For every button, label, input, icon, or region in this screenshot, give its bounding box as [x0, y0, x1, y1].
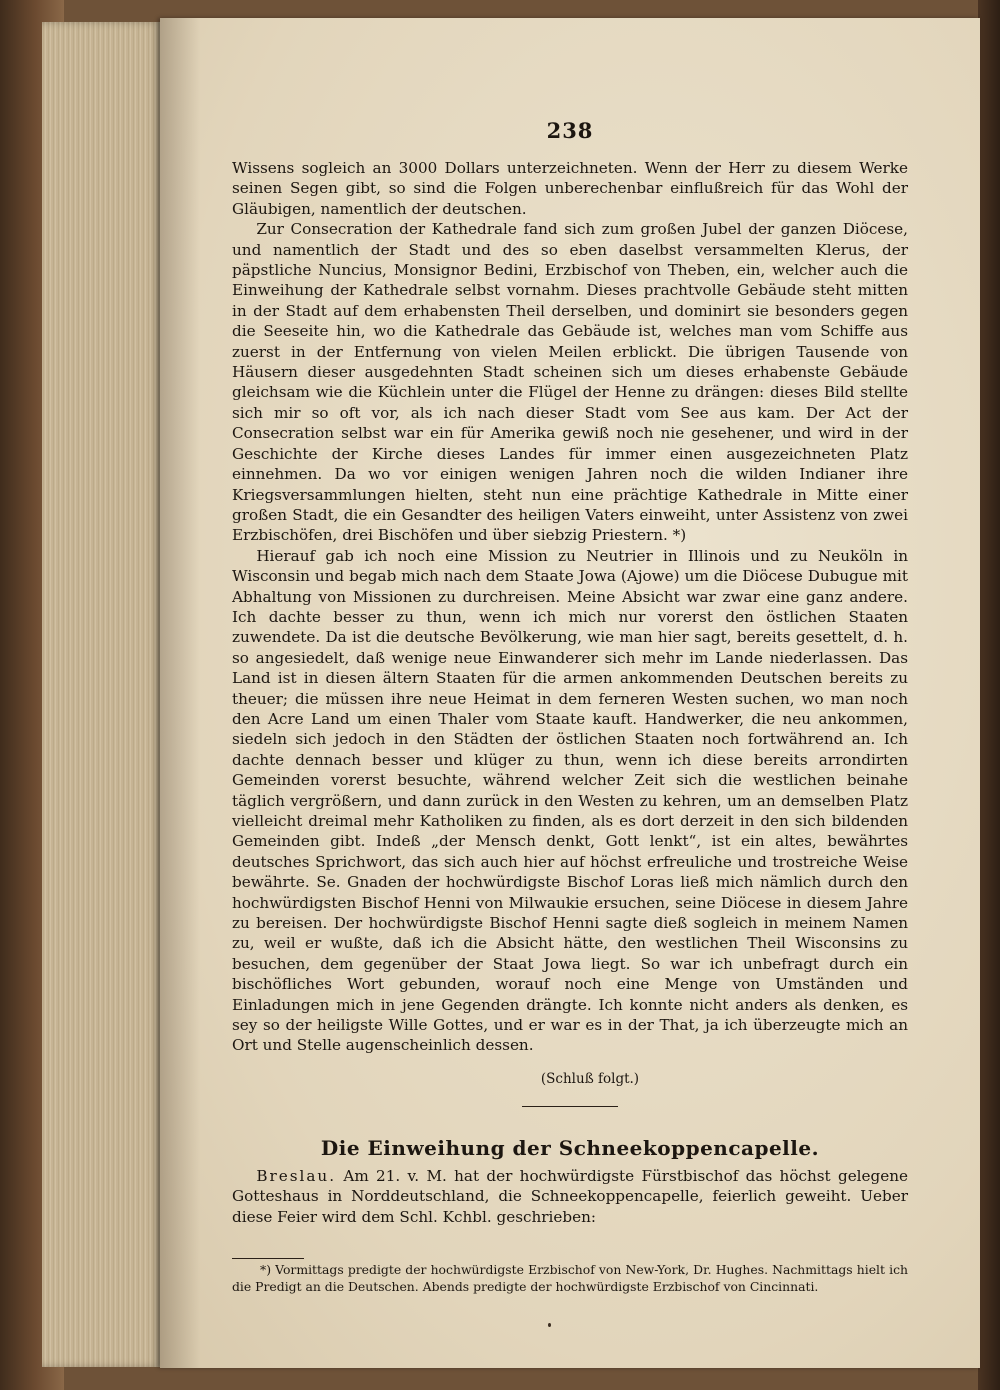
paragraph: Wissens sogleich an 3000 Dollars unterzeichneten. Wenn der Herr zu diesem Werke seinen Segen gibt, so sind die Folgen unberechenbar einflußreich für das Wohl der Gläubigen, namentlich der deutschen. [232, 159, 908, 218]
footnote-text: Vormittags predigte der hochwürdigste Erzbischof von New-York, Dr. Hughes. Nachmittags hielt ich die Predigt an die Deutschen. Abends predigte der hochwürdigste Erzbischof von Cincinnati. [232, 1262, 908, 1294]
ink-speck [548, 1323, 551, 1327]
continued-note: (Schluß folgt.) [540, 1071, 640, 1087]
footnote [232, 1261, 908, 1295]
paragraph: Zur Consecration der Kathedrale fand sich zum großen Jubel der ganzen Diöcese, und namentlich der Stadt und des so eben daselbst versammelten Klerus, der päpstliche Nuncius, Monsignor Bedini, Erzbischof von Theben, ein, welcher auch die Einweihung der Kathedrale selbst vornahm. Dieses prachtvolle Gebäude steht mitten in der Stadt auf dem erhabensten Theil derselben, und dominirt sie besonders gegen die Seeseite hin, wo die Kathedrale das Gebäude ist, welches man vom Schiffe aus zuerst in der Entfernung von vielen Meilen erblickt. Die übrigen Tausende von Häusern dieser ausgedehnten Stadt scheinen sich um dieses erhabenste Gebäude gleichsam wie die Küchlein unter die Flügel der Henne zu drängen: dieses Bild stellte sich mir so oft vor, als ich nach dieser Stadt vom See aus kam. Der Act der Consecration selbst war ein für Amerika gewiß noch nie gesehener, und wird in der Geschichte der Kirche dieses Landes für immer einen ausgezeichneten Platz einnehmen. Da wo vor einigen wenigen Jahren noch die wilden Indianer ihre Kriegsversammlungen hielten, steht nun eine prächtige Kathedrale in Mitte einer großen Stadt, die ein Gesandter des heiligen Vaters einweiht, unter Assistenz von zwei Erzbischöfen, drei Bischöfen und über siebzig Priestern. *) [232, 220, 908, 545]
section-body: Am 21. v. M. hat der hochwürdigste Fürstbischof das höchst gelegene Gotteshaus in Norddeutschland, die Schneekoppencapelle, feierlich geweiht. Ueber diese Feier wird dem Schl. Kchbl. geschrieben: [232, 1167, 909, 1226]
facing-page-edge [978, 0, 1000, 1390]
section-paragraph [232, 1166, 908, 1227]
footnote-mark: *) [260, 1262, 272, 1277]
section-divider [522, 1106, 618, 1107]
section-text [232, 1166, 908, 1227]
footnote-rule [232, 1258, 304, 1259]
dateline-place: Breslau. [256, 1167, 337, 1185]
paragraph: Hierauf gab ich noch eine Mission zu Neutrier in Illinois und zu Neuköln in Wisconsin und begab mich nach dem Staate Jowa (Ajowe) um die Diöcese Dubugue mit Abhaltung von Missionen zu durchreisen. Meine Absicht war zwar eine ganz andere. Ich dachte besser zu thun, wenn ich mich nur vorerst den östlichen Staaten zuwendete. Da ist die deutsche Bevölkerung, wie man hier sagt, bereits gesettelt, d. h. so angesiedelt, daß wenige neue Einwanderer sich mehr im Lande niederlassen. Das Land ist in diesen ältern Staaten für die armen ankommenden Deutschen bereits zu theuer; die müssen ihre neue Heimat in dem ferneren Westen suchen, wo man noch den Acre Land um einen Thaler vom Staate kauft. Handwerker, die neu ankommen, siedeln sich jedoch in den Städten der östlichen Staaten noch fortwährend an. Ich dachte dennach besser und klüger zu thun, wenn ich diese bereits arrondirten Gemeinden vorerst besuchte, während welcher Zeit sich die westlichen beinahe täglich vergrößern, und dann zurück in den Westen zu kehren, um an demselben Platz vielleicht dreimal mehr Katholiken zu finden, als es dort derzeit in den sich bildenden Gemeinden gibt. Indeß „der Mensch denkt, Gott lenkt“, ist ein altes, bewährtes deutsches Sprichwort, das sich auch hier auf höchst erfreuliche und trostreiche Weise bewährte. Se. Gnaden der hochwürdigste Bischof Loras ließ mich nämlich durch den hochwürdigsten Bischof Henni von Milwaukie ersuchen, seine Diöcese in diesem Jahre zu bereisen. Der hochwürdigste Bischof Henni sagte dieß sogleich in meinem Namen zu, weil er wußte, daß ich die Absicht hätte, den westlichen Theil Wisconsins zu besuchen, dem gegenüber der Staat Jowa liegt. So war ich unbefragt durch ein bischöfliches Wort gebunden, worauf noch eine Menge von Umständen und Einladungen mich in jene Gegenden drängte. Ich konnte nicht anders als denken, es sey so der heiligste Wille Gottes, und er war es in der That, ja ich überzeugte mich an Ort und Stelle augenscheinlich dessen. [232, 546, 908, 1055]
book-page [160, 18, 980, 1368]
page-number: 238 [546, 118, 594, 143]
body-text [232, 158, 908, 1056]
section-heading: Die Einweihung der Schneekoppencapelle. [320, 1136, 820, 1160]
gutter-shadow [160, 18, 200, 1368]
page-stack-edge [42, 22, 162, 1367]
